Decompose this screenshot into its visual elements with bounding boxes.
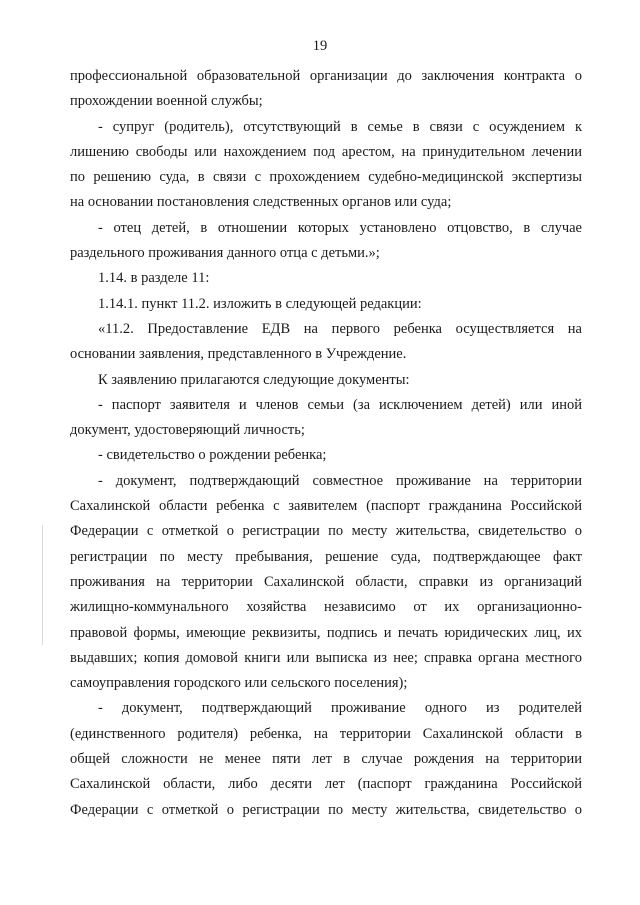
text-line: самоуправления городского или сельского поселения); bbox=[70, 675, 408, 692]
page-number: 19 bbox=[312, 38, 328, 54]
text-line: (единственного родителя) ребенка, на территории Сахалинской области в bbox=[70, 725, 582, 742]
text-line: Сахалинской области, либо десяти лет (паспорт гражданина Российской bbox=[70, 776, 582, 793]
text-line: правовой формы, имеющие реквизиты, подпись и печать юридических лиц, их bbox=[70, 624, 582, 641]
text-line: на основании постановления следственных органов или суда; bbox=[70, 194, 452, 211]
text-line: 1.14. в разделе 11: bbox=[98, 270, 210, 287]
text-line: Федерации с отметкой о регистрации по месту жительства, свидетельство о bbox=[70, 801, 582, 818]
text-line: основании заявления, представленного в Учреждение. bbox=[70, 346, 407, 363]
text-line: Сахалинской области ребенка с заявителем (паспорт гражданина Российской bbox=[70, 498, 582, 515]
text-line: жилищно-коммунального хозяйства независимо от их организационно- bbox=[70, 599, 582, 616]
text-line: К заявлению прилагаются следующие документы: bbox=[98, 371, 410, 388]
text-line: прохождении военной службы; bbox=[70, 93, 263, 110]
scan-margin-mark bbox=[42, 525, 43, 645]
text-line: - супруг (родитель), отсутствующий в семье в связи с осуждением к bbox=[98, 118, 582, 135]
body-text bbox=[70, 64, 582, 823]
text-line: лишению свободы или нахождением под арестом, на принудительном лечении bbox=[70, 143, 582, 160]
text-line: - отец детей, в отношении которых установлено отцовство, в случае bbox=[98, 219, 582, 236]
text-line: - документ, подтверждающий совместное проживание на территории bbox=[98, 472, 582, 489]
text-line: - свидетельство о рождении ребенка; bbox=[98, 447, 327, 464]
text-line: регистрации по месту пребывания, решение суда, подтверждающее факт bbox=[70, 548, 582, 565]
text-line: 1.14.1. пункт 11.2. изложить в следующей редакции: bbox=[98, 295, 422, 312]
text-line: выдавших; копия домовой книги или выписка из нее; справка органа местного bbox=[70, 649, 582, 666]
text-line: Федерации с отметкой о регистрации по месту жительства, свидетельство о bbox=[70, 523, 582, 540]
text-line: общей сложности не менее пяти лет в случае рождения на территории bbox=[70, 751, 582, 768]
text-line: проживания на территории Сахалинской области, справки из организаций bbox=[70, 573, 582, 590]
text-line: профессиональной образовательной организации до заключения контракта о bbox=[70, 68, 582, 84]
text-line: - паспорт заявителя и членов семьи (за исключением детей) или иной bbox=[98, 396, 582, 413]
text-line: - документ, подтверждающий проживание одного из родителей bbox=[98, 700, 582, 717]
text-line: раздельного проживания данного отца с детьми.»; bbox=[70, 245, 380, 262]
text-line: «11.2. Предоставление ЕДВ на первого ребенка осуществляется на bbox=[98, 320, 582, 337]
text-line: документ, удостоверяющий личность; bbox=[70, 422, 305, 439]
text-line: по решению суда, в связи с прохождением судебно-медицинской экспертизы bbox=[70, 169, 582, 186]
